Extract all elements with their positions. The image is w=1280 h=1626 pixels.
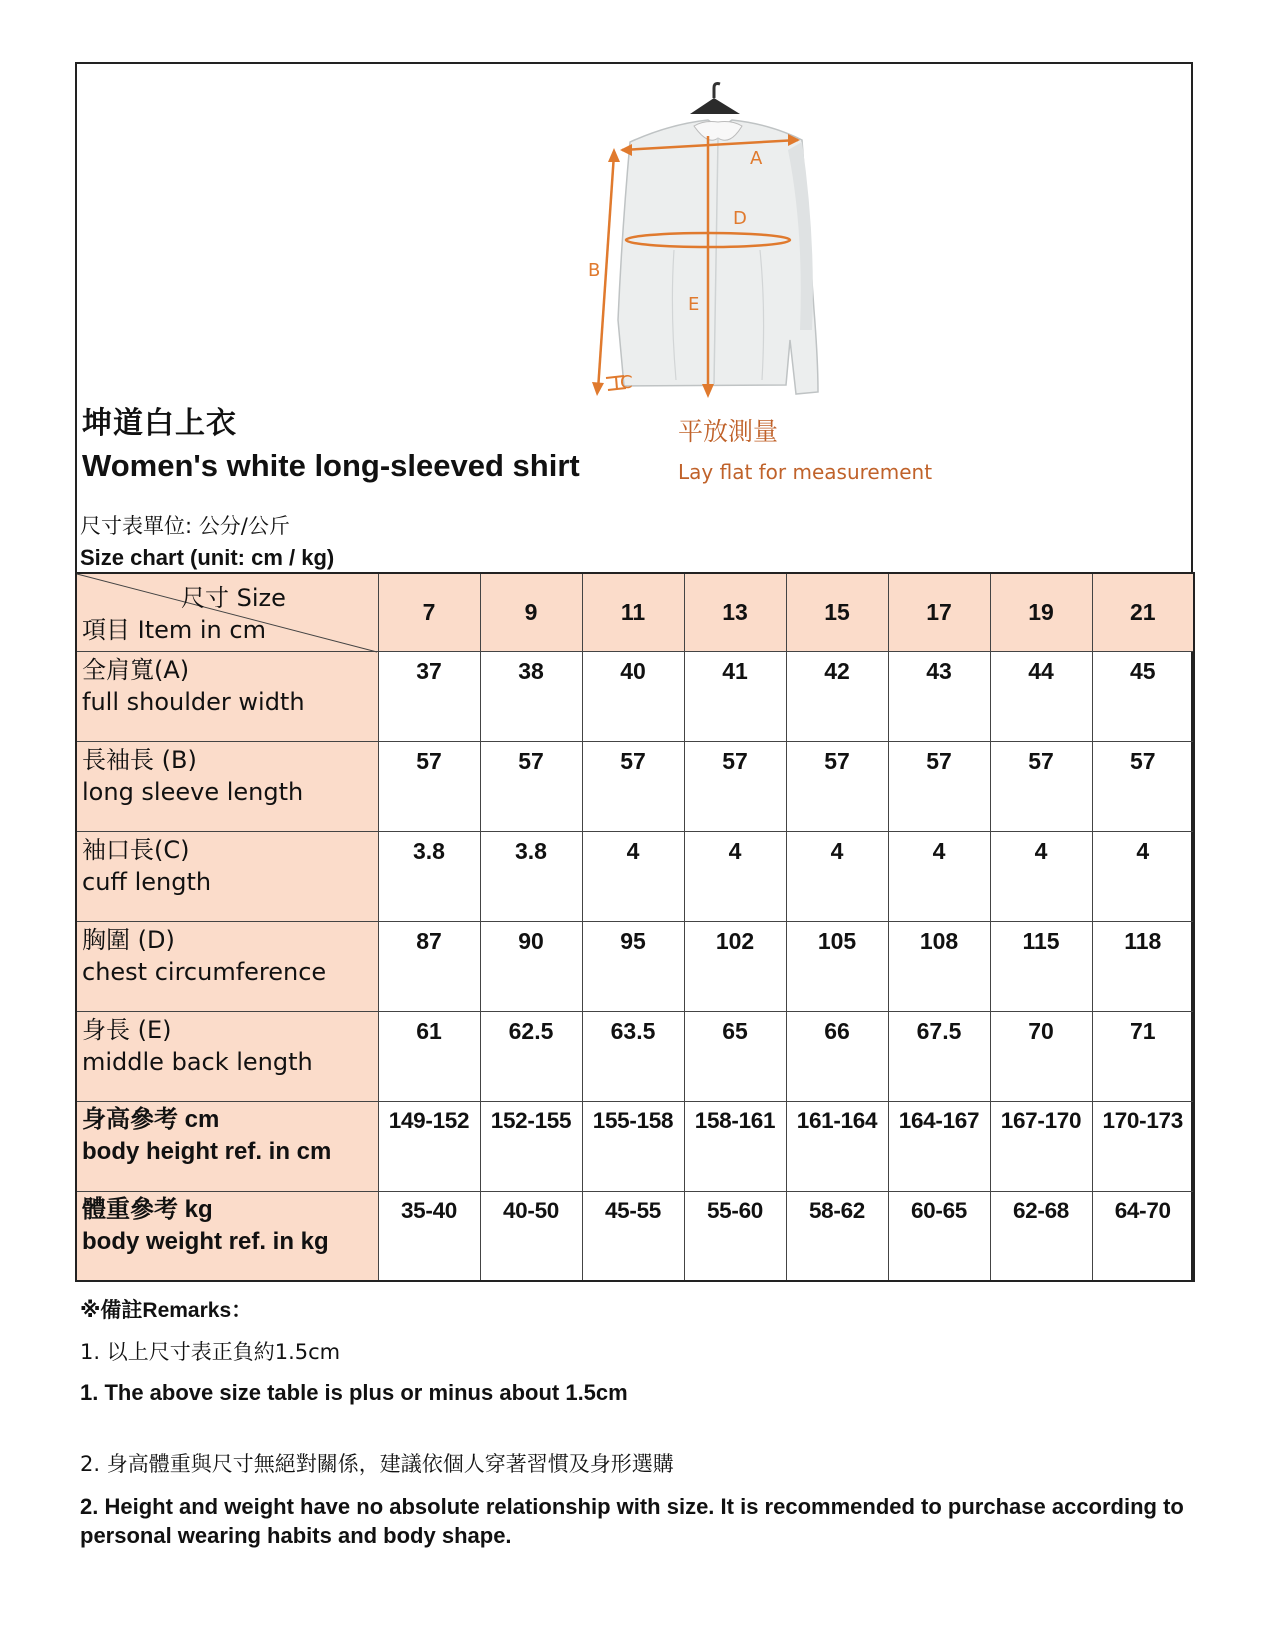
row-label-english: full shoulder width	[82, 687, 305, 716]
row-label-english: body height ref. in cm	[82, 1137, 332, 1165]
table-row-height-ref	[76, 1101, 1194, 1191]
table-cell: 41	[684, 651, 786, 741]
table-cell: 152-155	[480, 1101, 582, 1191]
table-cell: 42	[786, 651, 888, 741]
size-header: 13	[684, 573, 786, 651]
table-cell: 3.8	[480, 831, 582, 921]
table-cell: 164-167	[888, 1101, 990, 1191]
table-cell: 102	[684, 921, 786, 1011]
table-cell: 38	[480, 651, 582, 741]
remark-2-chinese: 2. 身高體重與尺寸無絕對關係，建議依個人穿著習慣及身形選購	[80, 1452, 674, 1476]
measure-note-english: Lay flat for measurement	[678, 460, 933, 484]
table-cell: 161-164	[786, 1101, 888, 1191]
table-cell: 57	[1092, 741, 1194, 831]
table-row-shoulder-width	[76, 651, 1194, 741]
table-cell: 40	[582, 651, 684, 741]
diagram-label-e: E	[688, 294, 700, 315]
row-label-english: body weight ref. in kg	[82, 1227, 329, 1255]
row-label	[76, 921, 378, 1011]
table-cell: 87	[378, 921, 480, 1011]
table-cell: 95	[582, 921, 684, 1011]
table-cell: 155-158	[582, 1101, 684, 1191]
table-cell: 4	[990, 831, 1092, 921]
table-cell: 4	[888, 831, 990, 921]
table-cell: 44	[990, 651, 1092, 741]
table-cell: 60-65	[888, 1191, 990, 1281]
table-cell: 4	[582, 831, 684, 921]
diagram-label-c: C	[620, 372, 633, 393]
table-cell: 115	[990, 921, 1092, 1011]
corner-header-cell	[76, 573, 378, 651]
table-cell: 45-55	[582, 1191, 684, 1281]
row-label-chinese: 身長 (E)	[82, 1015, 172, 1044]
table-cell: 105	[786, 921, 888, 1011]
row-label-chinese: 體重參考 kg	[82, 1195, 213, 1223]
table-row-sleeve-length	[76, 741, 1194, 831]
size-header: 15	[786, 573, 888, 651]
row-label-chinese: 全肩寬(A)	[82, 655, 190, 684]
table-cell: 58-62	[786, 1191, 888, 1281]
table-cell: 108	[888, 921, 990, 1011]
remark-1-chinese: 1. 以上尺寸表正負約1.5cm	[80, 1340, 341, 1364]
unit-note-english: Size chart (unit: cm / kg)	[80, 545, 335, 570]
title-english: Women's white long-sleeved shirt	[82, 448, 580, 483]
row-label-chinese: 身高參考 cm	[82, 1105, 220, 1133]
table-cell: 4	[684, 831, 786, 921]
row-label-english: chest circumference	[82, 957, 327, 986]
remark-1-english: 1. The above size table is plus or minus about 1.5cm	[80, 1380, 628, 1405]
corner-size-label: 尺寸 Size	[181, 584, 286, 612]
table-cell: 158-161	[684, 1101, 786, 1191]
corner-item-label: 項目 Item in cm	[82, 616, 266, 644]
table-cell: 170-173	[1092, 1101, 1194, 1191]
unit-note-chinese: 尺寸表單位: 公分/公斤	[80, 514, 290, 538]
measure-line-b	[598, 154, 614, 390]
table-row-weight-ref	[76, 1191, 1194, 1281]
row-label-english: middle back length	[82, 1047, 313, 1076]
table-row-cuff-length	[76, 831, 1194, 921]
table-cell: 57	[582, 741, 684, 831]
diagram-label-b: B	[588, 260, 601, 281]
diagram-label-d: D	[733, 208, 747, 229]
row-label	[76, 741, 378, 831]
row-label	[76, 1011, 378, 1101]
table-cell: 4	[786, 831, 888, 921]
row-label	[76, 1101, 378, 1191]
table-cell: 57	[786, 741, 888, 831]
table-cell: 66	[786, 1011, 888, 1101]
measure-note-chinese: 平放測量	[678, 417, 779, 446]
table-cell: 57	[990, 741, 1092, 831]
table-cell: 149-152	[378, 1101, 480, 1191]
table-cell: 40-50	[480, 1191, 582, 1281]
table-cell: 167-170	[990, 1101, 1092, 1191]
table-cell: 57	[684, 741, 786, 831]
table-row-back-length	[76, 1011, 1194, 1101]
table-cell: 63.5	[582, 1011, 684, 1101]
size-header: 7	[378, 573, 480, 651]
table-cell: 55-60	[684, 1191, 786, 1281]
table-cell: 43	[888, 651, 990, 741]
row-label-chinese: 胸圍 (D)	[82, 925, 175, 954]
size-header: 19	[990, 573, 1092, 651]
size-header: 11	[582, 573, 684, 651]
table-cell: 37	[378, 651, 480, 741]
table-cell: 70	[990, 1011, 1092, 1101]
row-label	[76, 651, 378, 741]
size-header: 9	[480, 573, 582, 651]
table-cell: 61	[378, 1011, 480, 1101]
table-cell: 4	[1092, 831, 1194, 921]
size-header-row	[76, 573, 1194, 651]
table-cell: 67.5	[888, 1011, 990, 1101]
title-chinese: 坤道白上衣	[82, 406, 237, 441]
table-cell: 62-68	[990, 1191, 1092, 1281]
row-label-chinese: 袖口長(C)	[82, 835, 190, 864]
table-cell: 118	[1092, 921, 1194, 1011]
remarks-heading: ※備註Remarks：	[80, 1299, 253, 1322]
size-header: 21	[1092, 573, 1194, 651]
shirt-measurement-illustration	[590, 80, 850, 410]
row-label-chinese: 長袖長 (B)	[82, 745, 197, 774]
table-cell: 64-70	[1092, 1191, 1194, 1281]
table-cell: 3.8	[378, 831, 480, 921]
size-header: 17	[888, 573, 990, 651]
table-cell: 45	[1092, 651, 1194, 741]
table-cell: 35-40	[378, 1191, 480, 1281]
table-cell: 71	[1092, 1011, 1194, 1101]
size-table	[75, 572, 1195, 1282]
table-cell: 57	[888, 741, 990, 831]
row-label	[76, 1191, 378, 1281]
table-cell: 57	[378, 741, 480, 831]
row-label	[76, 831, 378, 921]
table-cell: 62.5	[480, 1011, 582, 1101]
table-cell: 90	[480, 921, 582, 1011]
row-label-english: cuff length	[82, 867, 212, 896]
table-row-chest	[76, 921, 1194, 1011]
table-cell: 57	[480, 741, 582, 831]
row-label-english: long sleeve length	[82, 777, 304, 806]
diagram-label-a: A	[750, 148, 763, 169]
table-cell: 65	[684, 1011, 786, 1101]
remark-2-english: 2. Height and weight have no absolute relationship with size. It is recommended to purchase according to personal wearing habits and body shape.	[80, 1494, 1184, 1548]
